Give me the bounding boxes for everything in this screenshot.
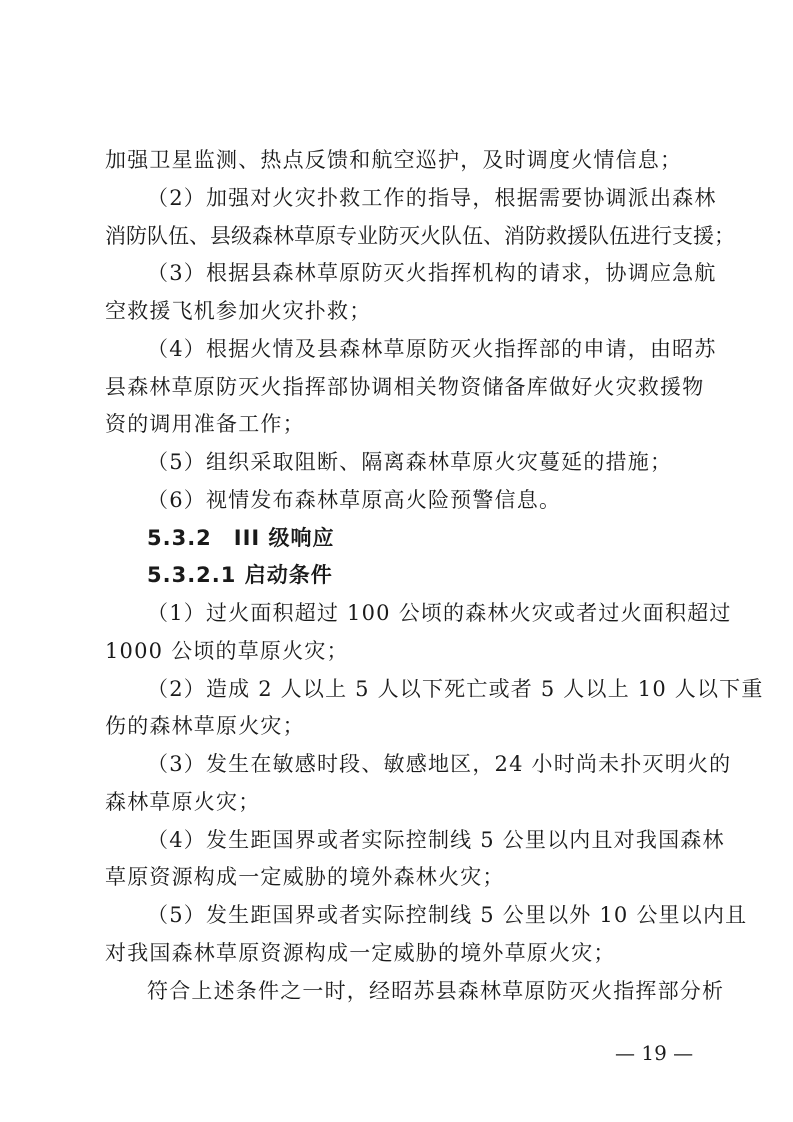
paragraph-line: （3）根据县森林草原防灭火指挥机构的请求，协调应急航 xyxy=(147,261,717,285)
paragraph-line: 草原资源构成一定威胁的境外森林火灾； xyxy=(105,865,505,889)
paragraph-line: （2）加强对火灾扑救工作的指导，根据需要协调派出森林 xyxy=(147,186,717,210)
paragraph-line: 资的调用准备工作； xyxy=(105,412,305,436)
paragraph-line: 对我国森林草原资源构成一定威胁的境外草原火灾； xyxy=(105,941,616,965)
paragraph-line: 消防队伍、县级森林草原专业防灭火队伍、消防救援队伍进行支援； xyxy=(105,224,735,248)
paragraph-line: （5）组织采取阻断、隔离森林草原火灾蔓延的措施； xyxy=(147,450,673,474)
paragraph-line: （1）过火面积超过 100 公顷的森林火灾或者过火面积超过 xyxy=(147,601,732,625)
subsection-heading: 5.3.2.1 启动条件 xyxy=(147,563,333,587)
paragraph-line: （4）发生距国界或者实际控制线 5 公里以内且对我国森林 xyxy=(147,828,725,852)
paragraph-line: 符合上述条件之一时，经昭苏县森林草原防灭火指挥部分析 xyxy=(147,979,725,1003)
paragraph-line: （2）造成 2 人以上 5 人以下死亡或者 5 人以上 10 人以下重 xyxy=(147,677,764,701)
paragraph-line: （5）发生距国界或者实际控制线 5 公里以外 10 公里以内且 xyxy=(147,903,748,927)
paragraph-line: （4）根据火情及县森林草原防灭火指挥部的申请，由昭苏 xyxy=(147,337,717,361)
paragraph-line: （6）视情发布森林草原高火险预警信息。 xyxy=(147,488,562,512)
section-heading: 5.3.2 III 级响应 xyxy=(147,526,335,550)
paragraph-line: 县森林草原防灭火指挥部协调相关物资储备库做好火灾救援物 xyxy=(105,375,705,399)
paragraph-line: 1000 公顷的草原火灾； xyxy=(105,639,349,663)
paragraph-line: 伤的森林草原火灾； xyxy=(105,714,305,738)
paragraph-line: （3）发生在敏感时段、敏感地区，24 小时尚未扑灭明火的 xyxy=(147,752,732,776)
paragraph-line: 空救援飞机参加火灾扑救； xyxy=(105,299,372,323)
paragraph-line: 加强卫星监测、热点反馈和航空巡护，及时调度火情信息； xyxy=(105,148,683,172)
paragraph-line: 森林草原火灾； xyxy=(105,790,261,814)
page-number: — 19 — xyxy=(615,1041,694,1065)
